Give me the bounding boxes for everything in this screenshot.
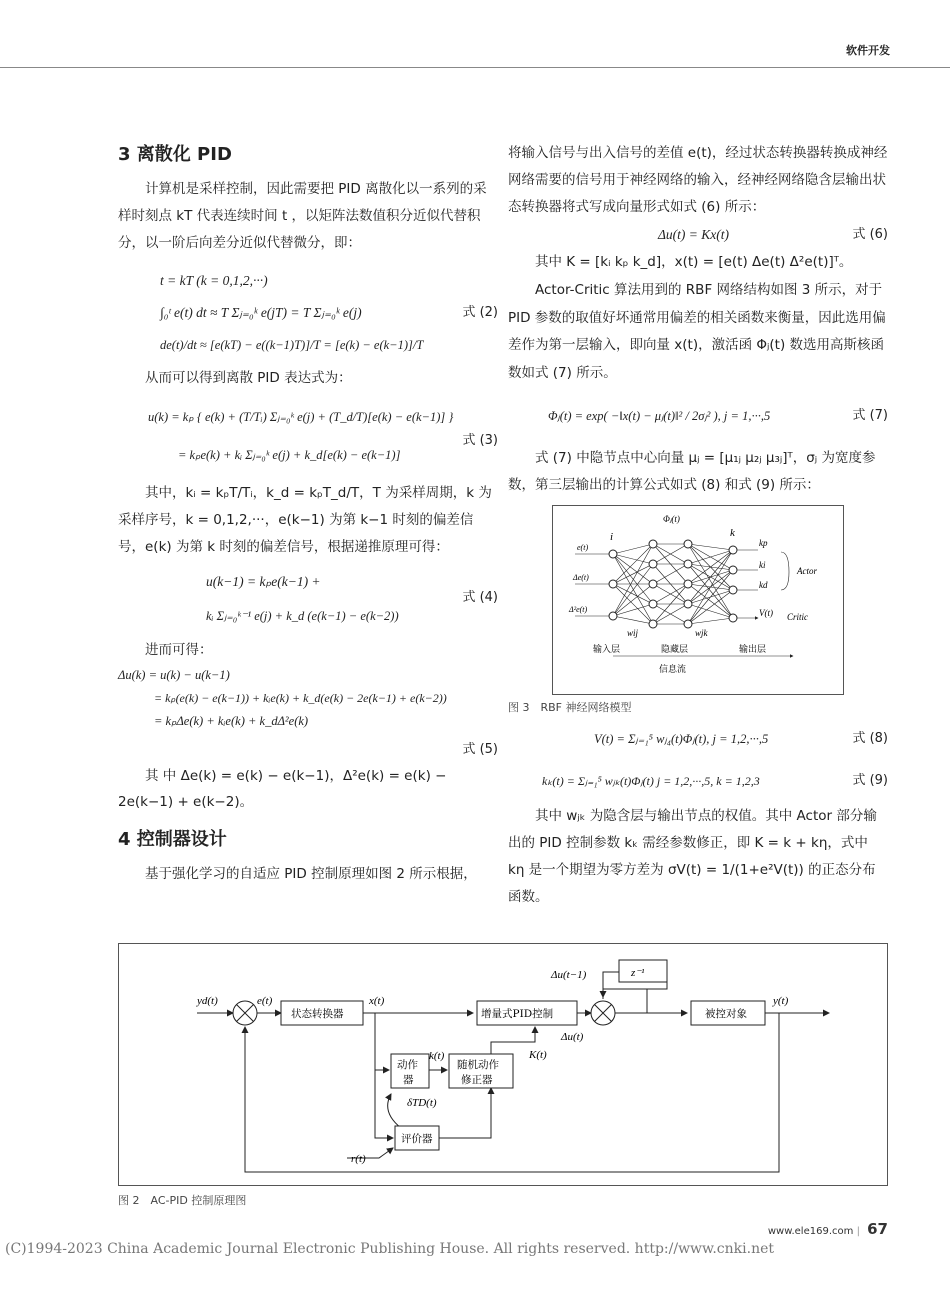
ac-pid-block-diagram: [119, 944, 887, 1185]
block-actor-line2: 器: [403, 1074, 414, 1086]
paragraph-hidden-center: 式 (7) 中隐节点中心向量 μⱼ = [μ₁ⱼ μ₂ⱼ μ₃ⱼ]ᵀ，σⱼ 为宽度参数，第三层输出的计算公式如式 (8) 和式 (9) 所示：: [508, 450, 876, 493]
output-kp: kp: [759, 538, 768, 548]
input-de: Δe(t): [573, 573, 589, 582]
output-ki: ki: [759, 560, 766, 570]
output-v: V(t): [759, 608, 773, 618]
eq3-label: 式 (3): [462, 433, 498, 448]
equation-6: [508, 221, 888, 247]
eq8-body: V(t) = Σⱼ₌₁⁵ wⱼ₄(t)Φⱼ(t), j = 1,2,···,5: [594, 732, 769, 746]
figure-3-caption: 图 3 RBF 神经网络模型: [508, 701, 632, 714]
layer-hidden: 隐藏层: [661, 645, 689, 655]
node-i: i: [610, 531, 614, 543]
block-actor-line1: 动作: [397, 1059, 418, 1071]
equation-3: [118, 398, 498, 474]
label-du: Δu(t): [561, 1031, 584, 1043]
phi-label: Φⱼ(t): [663, 514, 680, 524]
eq8-label: 式 (8): [852, 731, 888, 746]
paragraph-state-converter: 将输入信号与出入信号的差值 e(t)，经过状态转换器转换成神经网络需要的信号用于神经网络的输入，经神经网络隐含层输出状态转换器将式写成向量形式如式 (6) 所示：: [508, 145, 888, 215]
block-state-converter: 状态转换器: [291, 1008, 344, 1020]
paragraph-discrete-pid: 从而可以得到离散 PID 表达式为：: [145, 370, 352, 386]
equation-2: [118, 265, 498, 361]
label-kt: k(t): [429, 1050, 445, 1062]
eq9-label: 式 (9): [852, 773, 888, 788]
label-xt: x(t): [369, 995, 385, 1007]
label-yd: yd(t): [197, 995, 218, 1007]
eq2-line-3: de(t)/dt ≈ [e(kT) − e((k−1)T)]/T = [e(k) − e(k−1)]/T: [160, 338, 424, 352]
eq4-line-1: u(k−1) = kₚe(k−1) +: [206, 574, 321, 589]
figure-2-caption: 图 2 AC-PID 控制原理图: [118, 1194, 247, 1207]
block-incremental-pid: 增量式PID控制: [481, 1008, 554, 1020]
eq9-body: kₖ(t) = Σⱼ₌₁⁵ wⱼₖ(t)Φⱼ(t) j = 1,2,···,5, k = 1,2,3: [542, 774, 760, 788]
input-e: e(t): [577, 543, 589, 552]
eq5-label: 式 (5): [462, 742, 498, 757]
actor-label: Actor: [797, 566, 817, 576]
footer-url[interactable]: www.ele169.com: [767, 1226, 854, 1237]
figure-2-ac-pid: [118, 943, 888, 1186]
eq4-line-2: kᵢ Σⱼ₌₀ᵏ⁻¹ e(j) + k_d (e(k−1) − e(k−2)): [206, 609, 399, 623]
paragraph-actor-critic: Actor-Critic 算法用到的 RBF 网络结构如图 3 所示，对于 PID 参数的取值好坏通常用偏差的相关函数来衡量，因此选用偏差作为第一层输入，即向量 x(t)，激活函 Φⱼ(t) 数选用高斯核函数如式 (7) 所示。: [508, 282, 886, 381]
label-rt: r(t): [351, 1153, 366, 1165]
equation-8: [508, 719, 888, 759]
layer-output: 输出层: [739, 645, 767, 655]
eq6-label: 式 (6): [852, 227, 888, 242]
block-corrector-line1: 随机动作: [457, 1059, 499, 1071]
node-k: k: [730, 527, 735, 539]
label-du-prev: Δu(t−1): [551, 969, 587, 981]
right-column: [508, 140, 888, 911]
equation-7: [508, 387, 888, 445]
eq7-body: Φⱼ(t) = exp( −‖x(t) − μⱼ(t)‖² / 2σⱼ² ), j = 1,···,5: [548, 409, 771, 423]
info-flow: 信息流: [659, 665, 687, 675]
label-et: e(t): [257, 995, 273, 1007]
block-corrector-line2: 修正器: [461, 1074, 493, 1086]
weight-wjk: wjk: [695, 628, 708, 638]
equation-9: [508, 759, 888, 803]
paragraph-discretization: 计算机是采样控制，因此需要把 PID 离散化以一系列的采样时刻点 kT 代表连续时间 t ，以矩阵法数值积分近似代替积分，以一阶后向差分近似代替微分，即：: [118, 181, 487, 251]
label-yt: y(t): [773, 995, 789, 1007]
eq2-line-2: ∫₀ᵗ e(t) dt ≈ T Σⱼ₌₀ᵏ e(jT) = T Σⱼ₌₀ᵏ e(j): [160, 305, 362, 320]
left-column: [118, 140, 498, 888]
block-critic: 评价器: [401, 1133, 433, 1145]
output-kd: kd: [759, 580, 768, 590]
diagram-labels: [196, 967, 789, 1165]
equation-4: [118, 565, 498, 633]
eq5-line-3: = kₚΔe(k) + kᵢe(k) + k_dΔ²e(k): [154, 714, 309, 728]
eq6-body: Δu(t) = Kx(t): [658, 227, 730, 242]
eq3-line-2: = kₚe(k) + kᵢ Σⱼ₌₀ᵏ e(j) + k_d[e(k) − e(k−1)]: [178, 448, 401, 462]
equation-5: [118, 664, 498, 763]
eq5-line-1: Δu(k) = u(k) − u(k−1): [118, 668, 230, 682]
eq4-label: 式 (4): [462, 590, 498, 605]
copyright-watermark: (C)1994-2023 China Academic Journal Electronic Publishing House. All rights reserved. http://www.cnki.net: [5, 1241, 775, 1257]
label-Kt: K(t): [529, 1049, 547, 1061]
paragraph-further: 进而可得：: [145, 642, 213, 658]
eq2-line-1: t = kT (k = 0,1,2,···): [160, 273, 268, 288]
section-heading-3: 3 离散化 PID: [118, 144, 232, 165]
page-number: 67: [867, 1220, 888, 1238]
rbf-network-diagram: [553, 506, 843, 694]
critic-label: Critic: [787, 612, 809, 622]
diagram-blocks: [233, 960, 765, 1150]
block-plant: 被控对象: [705, 1008, 747, 1020]
footer: www.ele169.com | 67: [767, 1220, 888, 1238]
paragraph-weights: 其中 wⱼₖ 为隐含层与输出节点的权值。其中 Actor 部分输出的 PID 控制参数 kₖ 需经参数修正，即 K = k + kη，式中 kη 是一个期望为零方差为 σV(t) = 1/(1+e²V(t)) 的正态分布函数。: [508, 808, 877, 905]
paragraph-ac-pid: 基于强化学习的自适应 PID 控制原理如图 2 所示根据，: [145, 866, 477, 882]
eq2-label: 式 (2): [462, 305, 498, 320]
paragraph-vector-k: 其中 K = [kᵢ kₚ k_d]，x(t) = [e(t) Δe(t) Δ²e(t)]ᵀ。: [535, 254, 853, 270]
weight-wij: wij: [627, 628, 639, 638]
block-delay: z⁻¹: [631, 967, 645, 979]
paragraph-where-delta: 其 中 Δe(k) = e(k) − e(k−1)，Δ²e(k) = e(k) − 2e(k−1) + e(k−2)。: [118, 768, 447, 810]
label-delta-td: δTD(t): [407, 1097, 437, 1109]
eq5-line-2: = kₚ(e(k) − e(k−1)) + kᵢe(k) + k_d(e(k) − 2e(k−1) + e(k−2)): [154, 691, 447, 705]
eq3-line-1: u(k) = kₚ { e(k) + (T/Tᵢ) Σⱼ₌₀ᵏ e(j) + (T_d/T)[e(k) − e(k−1)] }: [148, 410, 454, 424]
eq7-label: 式 (7): [852, 408, 888, 423]
figure-3-rbf-network: [552, 505, 844, 695]
section-heading-4: 4 控制器设计: [118, 829, 227, 850]
header-rule: [0, 67, 950, 68]
section-title: 软件开发: [846, 44, 890, 57]
layer-input: 输入层: [593, 645, 621, 655]
input-d2e: Δ²e(t): [569, 605, 588, 614]
paragraph-where-ki-kd: 其中，kᵢ = kₚT/Tᵢ，k_d = kₚT_d/T，T 为采样周期，k 为采样序号，k = 0,1,2,···，e(k−1) 为第 k−1 时刻的偏差信号，e(k) 为第 k 时刻的偏差信号，根据递推原理可得：: [118, 485, 492, 555]
